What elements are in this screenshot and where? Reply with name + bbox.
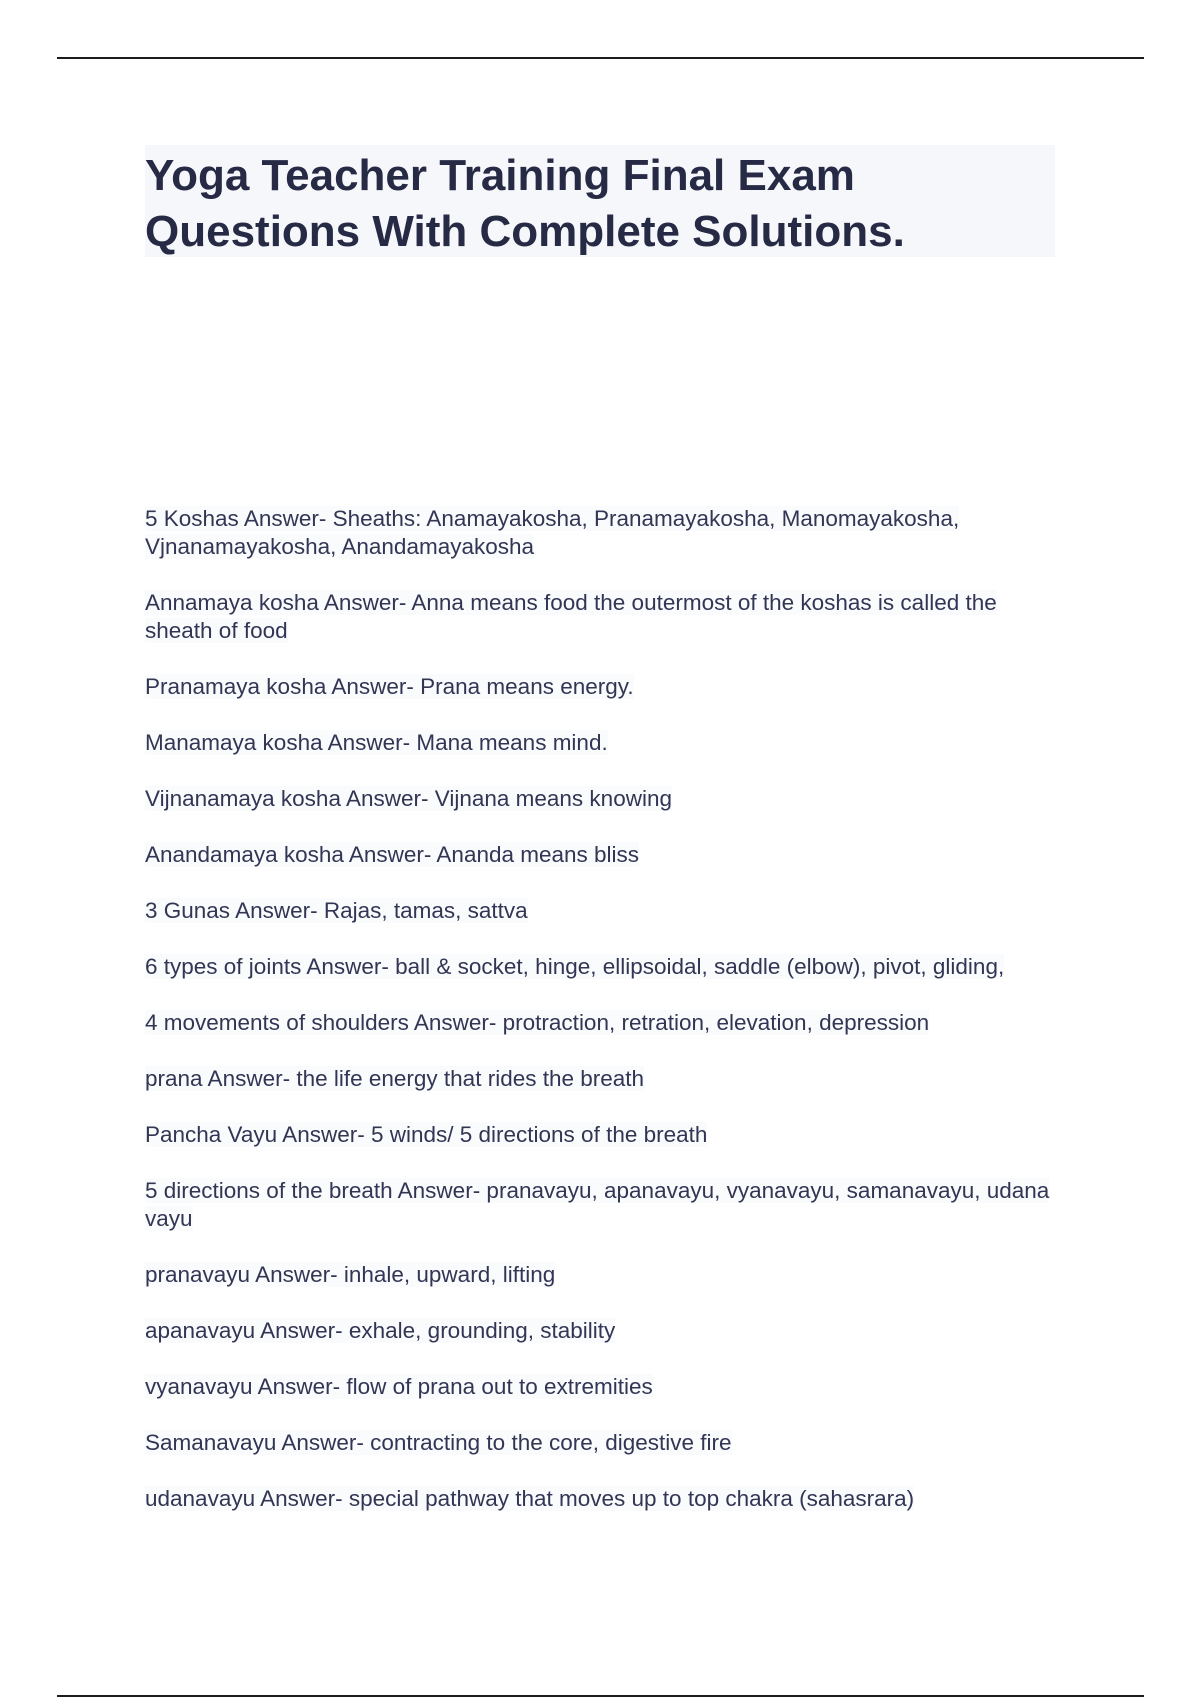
qa-text: Anandamaya kosha Answer- Ananda means bliss [145,842,640,867]
qa-item [145,1373,1065,1401]
qa-item [145,729,1065,757]
qa-text: Vijnanamaya kosha Answer- Vijnana means knowing [145,786,672,811]
qa-item [145,1121,1065,1149]
qa-item [145,1317,1065,1345]
qa-list [145,505,1065,1541]
qa-text: Pancha Vayu Answer- 5 winds/ 5 directions of the breath [145,1122,708,1147]
qa-text: 4 movements of shoulders Answer- protraction, retration, elevation, depression [145,1010,930,1035]
qa-item [145,785,1065,813]
qa-item [145,1009,1065,1037]
qa-text: Samanavayu Answer- contracting to the core, digestive fire [145,1430,732,1455]
qa-item [145,1261,1065,1289]
qa-text: prana Answer- the life energy that rides the breath [145,1066,645,1091]
qa-item [145,1177,1065,1233]
qa-text: apanavayu Answer- exhale, grounding, stability [145,1318,616,1343]
qa-item [145,673,1065,701]
qa-item [145,1065,1065,1093]
qa-text: pranavayu Answer- inhale, upward, lifting [145,1262,556,1287]
top-rule [57,57,1144,59]
document-title: Yoga Teacher Training Final Exam Questions With Complete Solutions. [145,151,905,256]
qa-item [145,897,1065,925]
qa-text: 5 Koshas Answer- Sheaths: Anamayakosha, Pranamayakosha, Manomayakosha, Vjnanamayakosha, Anandamayakosha [145,506,960,559]
qa-text: vyanavayu Answer- flow of prana out to extremities [145,1374,653,1399]
qa-item [145,505,1065,561]
qa-text: Manamaya kosha Answer- Mana means mind. [145,730,608,755]
qa-text: 6 types of joints Answer- ball & socket, hinge, ellipsoidal, saddle (elbow), pivot, gliding, [145,954,1005,979]
qa-text: 5 directions of the breath Answer- pranavayu, apanavayu, vyanavayu, samanavayu, udana vayu [145,1178,1050,1231]
qa-text: Annamaya kosha Answer- Anna means food the outermost of the koshas is called the sheath of food [145,590,997,643]
qa-text: udanavayu Answer- special pathway that moves up to top chakra (sahasrara) [145,1486,915,1511]
qa-text: Pranamaya kosha Answer- Prana means energy. [145,674,634,699]
qa-item [145,953,1065,981]
qa-item [145,1429,1065,1457]
qa-item [145,1485,1065,1513]
bottom-rule [57,1695,1144,1697]
qa-item [145,841,1065,869]
qa-text: 3 Gunas Answer- Rajas, tamas, sattva [145,898,528,923]
qa-item [145,589,1065,645]
